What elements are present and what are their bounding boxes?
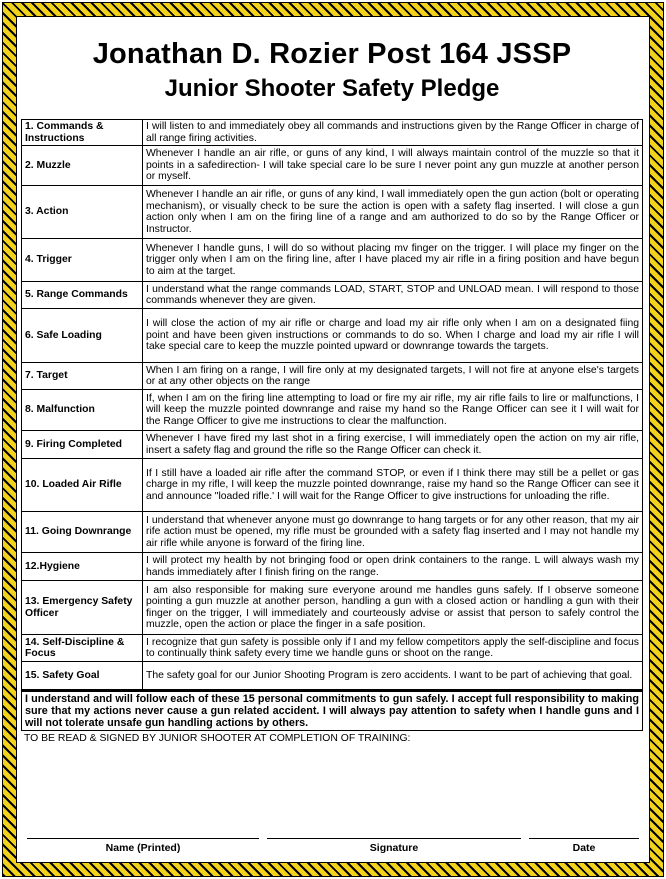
pledge-text: When I am firing on a range, I will fire only at my designated targets, I will not fire at anyone else's targets or at any other objects on the range <box>143 363 643 390</box>
date-label: Date <box>572 842 596 854</box>
pledge-row <box>22 459 643 512</box>
pledge-row <box>22 146 643 186</box>
pledge-topic: 2. Muzzle <box>22 146 143 186</box>
pledge-row <box>22 635 643 662</box>
pledge-topic: 6. Safe Loading <box>22 309 143 363</box>
page-subtitle: Junior Shooter Safety Pledge <box>164 75 500 102</box>
pledge-row <box>22 186 643 239</box>
signature-label: Signature <box>369 842 419 854</box>
document-content <box>21 20 643 747</box>
pledge-row <box>22 662 643 690</box>
pledge-row <box>22 581 643 635</box>
pledge-topic: 11. Going Downrange <box>22 512 143 553</box>
pledge-topic: 12.Hygiene <box>22 553 143 581</box>
pledge-text: I understand that whenever anyone must go downrange to hang targets or for any other reason, that my air rife action must be opened, my rifle must be grounded with a safety flag inserted and I may not handle my air rifle while anyone is forward of the firing line. <box>143 512 643 553</box>
pledge-text: I am also responsible for making sure everyone around me handles guns safely. If I observe someone pointing a gun muzzle at another person, handling a gun with a closed action or handling a gun with their finger on the trigger, I will immediately and courteously advise or assist that person to safely control the muzzle, open the action or place the finger in a safe position. <box>143 581 643 635</box>
signing-instruction: TO BE READ & SIGNED BY JUNIOR SHOOTER AT COMPLETION OF TRAINING: <box>24 733 411 744</box>
pledge-topic: 3. Action <box>22 186 143 239</box>
pledge-row <box>22 282 643 309</box>
pledge-text: If, when I am on the firing line attempting to load or fire my air rifle, my air rifle fails to lire or malfunctions, I will keep the muzzle pointed downrange and raise my hand so the Range Officer can see it I will wait for the Range Officer to give me instructions to clear the malfunction. <box>143 390 643 431</box>
pledge-text: Whenever I handle guns, I will do so without placing mv finger on the trigger. I will place my finger on the trigger only when I am on the firing line, after I have placed my air rifle in a firing position and have begun to aim at the target. <box>143 239 643 282</box>
pledge-topic: 4. Trigger <box>22 239 143 282</box>
pledge-row <box>22 363 643 390</box>
pledge-text: I will protect my health by not bringing food or open drink containers to the range. L will always wash my hands immediately after I finish firing on the range. <box>143 553 643 581</box>
pledge-text: I understand what the range commands LOAD, START, STOP and UNLOAD mean. I will respond to those commands whenever they are given. <box>143 282 643 309</box>
pledge-topic: 7. Target <box>22 363 143 390</box>
date-line[interactable] <box>529 838 639 854</box>
pledge-text: I will listen to and immediately obey all commands and instructions given by the Range Officer in charge of all range firing activities. <box>143 120 643 146</box>
page-title: Jonathan D. Rozier Post 164 JSSP <box>92 38 572 70</box>
pledge-text: I will close the action of my air rifle or charge and load my air rifle only when I am on a designated fiing point and have been given instructions or commands to do so. When I charge and load my air rifle I will take special care to keep the muzzle pointed upward or downrange towards the targets. <box>143 309 643 363</box>
pledge-table <box>21 119 643 690</box>
pledge-topic: 10. Loaded Air Rifle <box>22 459 143 512</box>
pledge-topic: 1. Commands & Instructions <box>22 120 143 146</box>
pledge-text: I recognize that gun safety is possible only if I and my fellow competitors apply the self-discipline and focus to continually think safety every time we handle guns or shoot on the range. <box>143 635 643 662</box>
pledge-topic: 9. Firing Completed <box>22 431 143 459</box>
pledge-row <box>22 120 643 146</box>
pledge-text: The safety goal for our Junior Shooting Program is zero accidents. I want to be part of achieving that goal. <box>143 662 643 690</box>
pledge-topic: 15. Safety Goal <box>22 662 143 690</box>
pledge-row <box>22 553 643 581</box>
pledge-text: If I still have a loaded air rifle after the command STOP, or even if I think there may still be a pellet or gas charge in my rifle, I will keep the muzzle pointed downrange, raise my hand so the Range Officer can see it and announce "loaded rifle.' I will wait for the Range Officer to give instructions for unloading the rifle. <box>143 459 643 512</box>
pledge-text: Whenever I handle an air rifle, or guns of any kind, I wall immediately open the gun action (bolt or operating mechanism), or visually check to be sure the action is open with a safety flag inserted. I will close a gun action only when I am on the firing line of a range and am authorized to do so by the Range Officer or Instructor. <box>143 186 643 239</box>
pledge-row <box>22 239 643 282</box>
name-label: Name (Printed) <box>105 842 181 854</box>
commitment-statement: I understand and will follow each of these 15 personal commitments to gun safely. I accept full responsibility to making sure that my actions never cause a gun related accident. I will always pay attention to safety when I handle guns and I will not tolerate unsafe gun handling actions by others. <box>21 690 643 731</box>
pledge-row <box>22 512 643 553</box>
name-line[interactable] <box>27 838 259 854</box>
pledge-topic: 8. Malfunction <box>22 390 143 431</box>
pledge-topic: 14. Self-Discipline & Focus <box>22 635 143 662</box>
pledge-text: Whenever I handle an air rifle, or guns of any kind, I will always maintain control of the muzzle so that it points in a safedirection- I will take special care lo be sure I never point any gun muzzle at another person or myself. <box>143 146 643 186</box>
pledge-row <box>22 431 643 459</box>
pledge-text: Whenever I have fired my last shot in a firing exercise, I will immediately open the action on my air rifle, insert a safety flag and ground the rifle so the Range Officer can check it. <box>143 431 643 459</box>
signature-area <box>21 838 643 858</box>
signature-line[interactable] <box>267 838 521 854</box>
pledge-row <box>22 309 643 363</box>
pledge-row <box>22 390 643 431</box>
pledge-topic: 5. Range Commands <box>22 282 143 309</box>
pledge-topic: 13. Emergency Safety Officer <box>22 581 143 635</box>
